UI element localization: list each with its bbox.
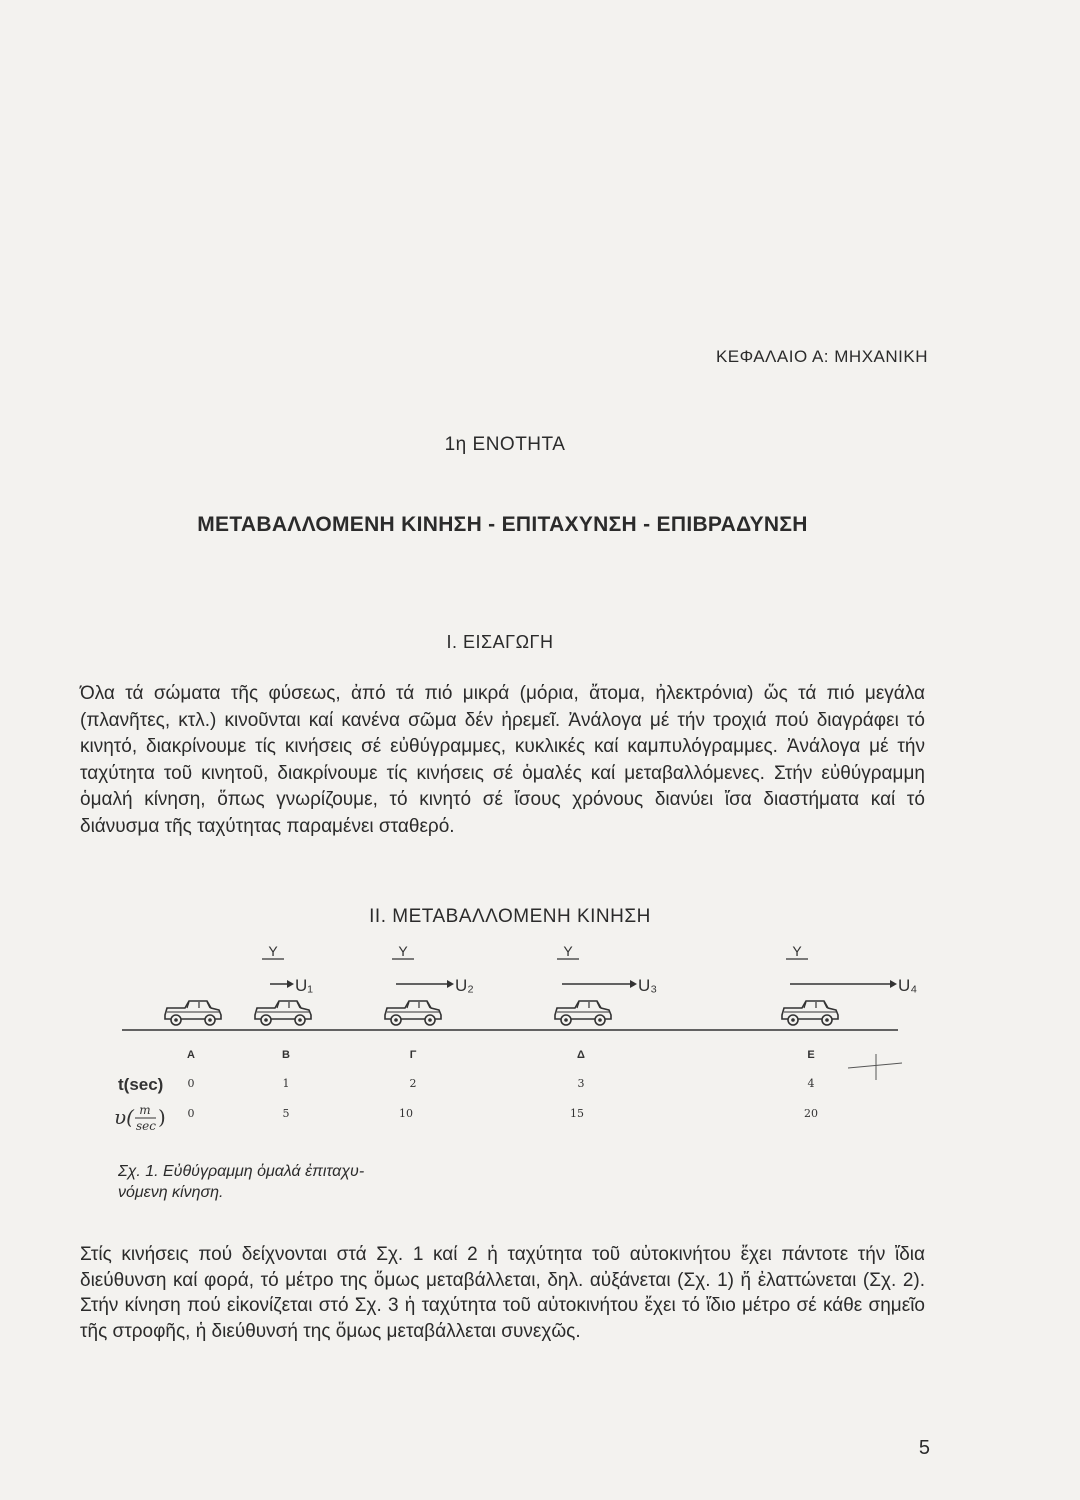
speed-0: 0 [187,1107,195,1120]
speed-unit-denominator: sec [136,1119,156,1133]
chapter-header: ΚΕΦΑΛΑΙΟ Α: ΜΗΧΑΝΙΚΗ [715,347,928,366]
vector-symbol-3: Y [563,943,573,959]
section-heading-variable-motion: II. ΜΕΤΑΒΑΛΛΟΜΕΝΗ ΚΙΝΗΣΗ [369,906,651,927]
point-label-a: Α [187,1049,195,1061]
car-position-a [165,1001,221,1025]
point-label-d: Δ [577,1049,585,1061]
page-title: ΜΕΤΑΒΑΛΛΟΜΕΝΗ ΚΙΝΗΣΗ - ΕΠΙΤΑΧΥΝΣΗ - ΕΠΙΒΡΑΔΥΝΣΗ [197,513,808,536]
car-position-b [255,1001,311,1025]
speed-unit-numerator: m [139,1103,151,1117]
velocity-vector-1 [270,980,294,988]
speed-label-close: ) [158,1105,166,1129]
point-label-b: Β [282,1049,290,1061]
figure-caption [118,1161,364,1203]
speed-2: 10 [399,1107,413,1120]
time-4: 4 [807,1077,815,1090]
motion-paragraph: Στίς κινήσεις πού δείχνονται στά Σχ. 1 καί 2 ἡ ταχύτητα τοῦ αὐτοκινήτου ἔχει πάντοτε τήν ἴδια διεύθυνση καί φορά, τό μέτρο της ὅμως μεταβάλλεται, δηλ. αὐξάνεται (Σχ. 1) ἤ ἐλαττώνεται (Σχ. 2). Στήν κίνηση πού εἰκονίζεται στό Σχ. 3 ἡ ταχύτητα τοῦ αὐτοκινήτου ἔχει τό ἴδιο μέτρο σέ κάθε σημεῖο τῆς στροφῆς, ἡ διεύθυνσή της ὅμως μεταβάλλεται συνεχῶς. [80,1244,925,1342]
car-position-e [782,1001,838,1025]
time-3: 3 [577,1077,585,1090]
accelerated-motion-figure [0,930,1080,1133]
time-0: 0 [187,1077,195,1090]
velocity-label-3: U₃ [638,976,658,995]
caption-line-2: νόμενη κίνηση. [118,1184,224,1201]
point-label-c: Γ [409,1049,417,1061]
speed-1: 5 [282,1107,290,1120]
vector-symbol-4: Y [792,943,802,959]
vector-symbol-1: Y [268,943,278,959]
velocity-label-1: U₁ [295,976,314,995]
speed-4: 20 [804,1107,818,1120]
velocity-label-2: U₂ [455,976,474,995]
point-label-e: Ε [807,1049,815,1061]
velocity-vector-4 [790,980,897,988]
page-number: 5 [918,1437,930,1459]
time-label: t(sec) [118,1075,164,1094]
unit-heading: 1η ΕΝΟΤΗΤΑ [444,434,566,455]
car-position-d [555,1001,611,1025]
speed-label: υ( [114,1105,134,1129]
velocity-vector-2 [396,980,454,988]
velocity-vector-3 [562,980,637,988]
time-2: 2 [409,1077,417,1090]
velocity-label-4: U₄ [898,976,918,995]
intro-paragraph: Όλα τά σώματα τῆς φύσεως, ἀπό τά πιό μικρά (μόρια, ἄτομα, ἠλεκτρόνια) ὥς τά πιό μεγάλα (πλανῆτες, κτλ.) κινοῦνται καί κανένα σῶμα δέν ἠρεμεῖ. Ἀνάλογα μέ τήν τροχιά πού διαγράφει τό κινητό, διακρίνουμε τίς κινήσεις σέ εὐθύγραμμες, κυκλικές καί καμπυλόγραμμες. Ἀνάλογα μέ τήν ταχύτητα τοῦ κινητοῦ, διακρίνουμε τίς κινήσεις σέ ὁμαλές καί μεταβαλλόμενες. Στήν εὐθύγραμμη ὁμαλή κίνηση, ὅπως γνωρίζουμε, τό κινητό σέ ἴσους χρόνους διανύει ἴσα διαστήματα καί τό διάνυσμα τῆς ταχύτητας παραμένει σταθερό. [80,683,925,837]
caption-line-1: Σχ. 1. Εὐθύγραμμη ὁμαλά ἐπιταχυ- [118,1163,365,1180]
speed-3: 15 [570,1107,584,1120]
car-position-c [385,1001,441,1025]
vector-symbol-2: Y [398,943,408,959]
section-heading-introduction: I. ΕΙΣΑΓΩΓΗ [446,632,554,652]
time-1: 1 [282,1077,290,1090]
